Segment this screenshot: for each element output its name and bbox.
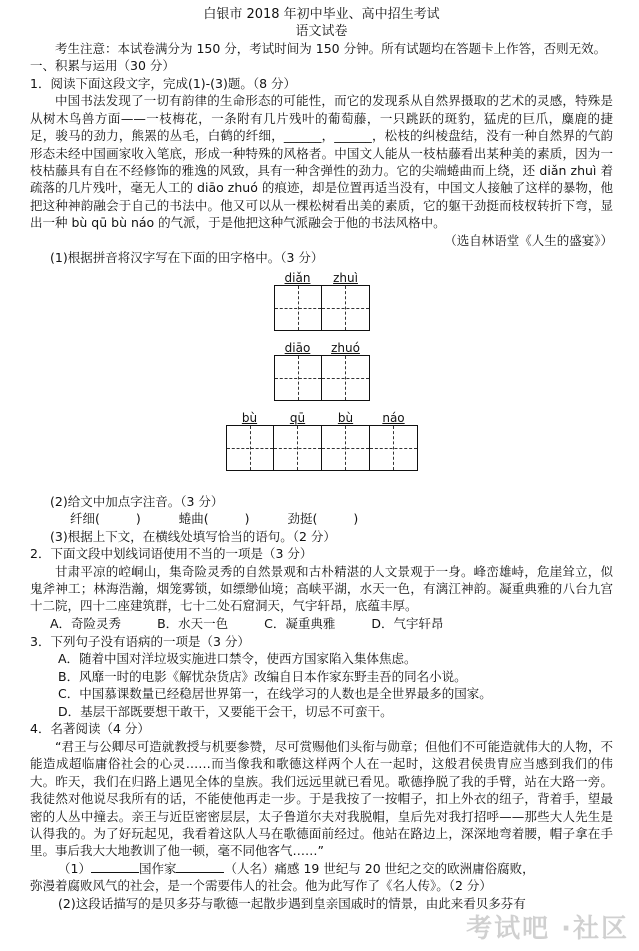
question-1-part-2: (2)给文中加点字注音。（3 分） (50, 493, 224, 509)
exam-notice: 考生注意：本试卷满分为 150 分，考试时间为 150 分钟。所有试题均在答题卡上作答，否则无效。 (55, 41, 607, 56)
tianzi-box[interactable] (274, 425, 322, 471)
grid-pinyin: bù (241, 410, 258, 425)
tianzi-box[interactable] (370, 425, 418, 471)
question-4-stem: 4．名著阅读（4 分） (30, 721, 150, 737)
watermark-logo: 考试吧 ·社区 (466, 914, 629, 944)
question-4-passage: “君王与公卿尽可造就教授与机要参赞，尽可赏赐他们头衔与勋章；但他们不可能造就伟大的人物，不能造成超临庸俗社会的心灵……而当像我和歌德这样两个人在一起时，这般君侯贵胄应当感到我们的伟大。昨天，我们在归路上遇见全体的皇族。我们远远里就已看见。歌德挣脱了我的手臂，站在大路一旁。我徒然对他说尽我所有的话，不能使他再走一步。于是我按了一按帽子，扣上外衣的纽子，背着手，望最密的人丛中撞去。亲王与近臣密密层层，太子鲁道尔夫对我脱帽，皇后先对我打招呼——那些大人先生是认得我的。为了好玩起见，我看着这队人马在歌德面前经过。他站在路边上，深深地弯着腰，帽子拿在手里。事后我大大地教训了他一顿，毫不同他客气……” (30, 738, 613, 859)
tianzi-box[interactable] (322, 355, 370, 401)
question-4-part-2: (2)这段话描写的是贝多芬与歌德一起散步遇到皇亲国戚时的情景，由此来看贝多芬有 (58, 895, 526, 911)
option-d[interactable]: D．基层干部既要想干敢干，又要能干会干，切忌不可蛮干。 (58, 703, 393, 719)
option-a[interactable]: A．奇险灵秀 (50, 615, 122, 631)
tianzi-box[interactable] (322, 285, 370, 331)
question-1-part-1: (1)根据拼音将汉字写在下面的田字格中。（3 分） (50, 250, 324, 266)
question-2-options (30, 615, 613, 633)
option-b[interactable]: B．风靡一时的电影《解忧杂货店》改编自日本作家东野圭吾的同名小说。 (58, 668, 467, 684)
section-heading: 一、积累与运用（30 分） (30, 58, 175, 74)
question-1-part-3: (3)根据上下文，在横线处填写恰当的语句。（2 分） (50, 528, 336, 544)
answer-blank[interactable] (176, 862, 224, 873)
tianzi-box[interactable] (322, 425, 370, 471)
passage-source: （选自林语堂《人生的盛宴》） (444, 232, 613, 248)
answer-blank[interactable] (91, 862, 139, 873)
option-c[interactable]: C．凝重典雅 (264, 615, 336, 631)
grid-pinyin: bù (337, 410, 354, 425)
tianzi-box[interactable] (226, 425, 274, 471)
tianzi-grid-group-1 (30, 271, 613, 331)
question-1-passage: 中国书法发现了一切有韵律的生命形态的可能性，而它的发现系从自然界摄取的艺术的灵感，特殊是从树木鸟兽方面——一枝梅花，一条附有几片残叶的葡萄藤，一只跳跃的斑豹，猛虎的巨爪，麋鹿的捷足，骏马的劲力，熊罴的丛毛，白鹤的纤细，______，______，松枝的纠棱盘结，没有一种自然界的气韵形态未经中国画家收入笔底，形成一种特殊的风格者。中国文人能从一枝枯藤看出某种美的素质，因为一枝枯藤具有自在不经修饰的雅逸的风致，具有一种含弹性的劲力。它的尖端蜷曲而上绕，还 diǎn zhuì 着疏落的几片残叶，毫无人工的 diāo zhuó 的痕迹，却是位置再适当没有，中国文人接触了这样的暴物，他把这种神韵融会于自己的书法中。他又可以从一棵松树看出美的素质，它的躯干劲挺而枝杈转折下弯，显出一种 bù qū bù náo 的气派，于是他把这种气派融会于他的书法风格中。 (30, 93, 613, 231)
tianzi-box[interactable] (274, 355, 322, 401)
option-b[interactable]: B．水天一色 (157, 615, 229, 631)
grid-pinyin: zhuó (331, 340, 360, 355)
question-4-part-1-cont: 弥漫着腐败风气的社会，是一个需要伟人的社会。他为此写作了《名人传》。（2 分） (30, 878, 492, 894)
option-c[interactable]: C．中国慕课数量已经稳居世界第一，在线学习的人数也是全世界最多的国家。 (58, 686, 492, 702)
grid-pinyin: náo (382, 410, 405, 425)
item-quanqu: 蜷曲( (178, 511, 209, 527)
question-2-passage: 甘肃平凉的崆峒山，集奇险灵秀的自然景观和古朴精湛的人文景观于一身。峰峦雄峙，危崖耸立，似鬼斧神工；林海浩瀚，烟笼雾锁，如缥缈仙境；高峡平湖，水天一色，有漓江神韵。凝重典雅的八台九宫十二院，四十二座建筑群，七十二处石窟洞天，气宇轩昂，底蕴丰厚。 (30, 563, 613, 614)
exam-title: 白银市 2018 年初中毕业、高中招生考试 (203, 7, 440, 22)
exam-subtitle: 语文试卷 (295, 24, 348, 39)
grid-pinyin: diǎn (284, 270, 311, 285)
grid-pinyin: zhuì (333, 270, 358, 285)
option-d[interactable]: D．气宇轩昂 (371, 615, 444, 631)
option-a[interactable]: A．随着中国对洋垃圾实施进口禁令，使西方国家陷入集体焦虑。 (58, 651, 417, 667)
grid-pinyin: qū (289, 410, 306, 425)
tianzi-grid-group-3 (30, 411, 613, 471)
item-xianxi: 纤细( (70, 511, 100, 527)
item-jingting: 劲挺( (287, 511, 318, 527)
question-3-stem: 3．下列句子没有语病的一项是（3 分） (30, 633, 250, 649)
question-1-stem: 1．阅读下面这段文字，完成(1)-(3)题。（8 分） (30, 75, 297, 91)
grid-pinyin: diāo (284, 340, 311, 355)
tianzi-box[interactable] (274, 285, 322, 331)
question-2-stem: 2．下面文段中划线词语使用不当的一项是（3 分） (30, 546, 313, 562)
question-4-part-1: （1） 国作家 （人名）痛感 19 世纪与 20 世纪之交的欧洲庸俗腐败， (58, 860, 535, 876)
tianzi-grid-group-2 (30, 341, 613, 401)
pinyin-annotation-items: 纤细( ) 蜷曲( ) 劲挺( ) (70, 511, 359, 527)
